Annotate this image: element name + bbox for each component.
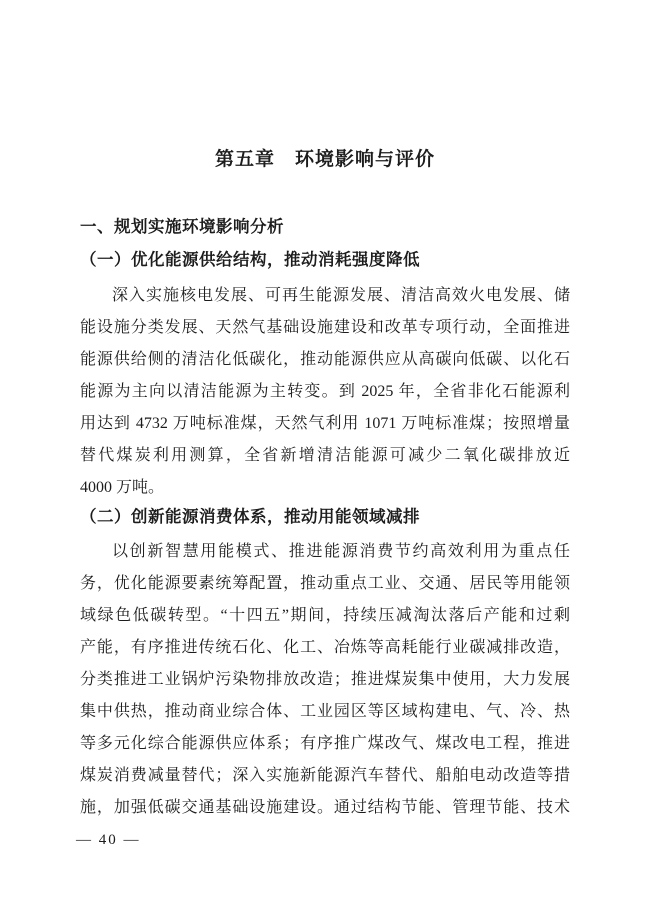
subsection-heading-2: （二）创新能源消费体系，推动用能领域减排 bbox=[80, 507, 420, 526]
paragraph-1-line: 4000 万吨。 bbox=[80, 479, 165, 496]
paragraph-2-line: 集中供热，推动商业综合体、工业园区等区域构建电、气、冷、热 bbox=[80, 703, 570, 720]
paragraph-2-line: 产能，有序推进传统石化、化工、冶炼等高耗能行业碳减排改造， bbox=[80, 639, 570, 656]
paragraph-1-line: 能源为主向以清洁能源为主转变。到 2025 年，全省非化石能源利 bbox=[80, 383, 570, 400]
paragraph-2-line: 等多元化综合能源供应体系；有序推广煤改气、煤改电工程，推进 bbox=[80, 735, 570, 752]
paragraph-1-line: 深入实施核电发展、可再生能源发展、清洁高效火电发展、储 bbox=[112, 287, 570, 304]
paragraph-2 bbox=[80, 536, 570, 824]
page-number: — 40 — bbox=[76, 832, 141, 848]
paragraph-2-line: 务，优化能源要素统筹配置，推动重点工业、交通、居民等用能领 bbox=[80, 575, 570, 592]
section-heading-1: 一、规划实施环境影响分析 bbox=[80, 218, 284, 236]
subsection-heading-1: （一）优化能源供给结构，推动消耗强度降低 bbox=[80, 250, 420, 269]
paragraph-1-line: 用达到 4732 万吨标准煤，天然气利用 1071 万吨标准煤；按照增量 bbox=[80, 415, 570, 432]
paragraph-1-line: 能设施分类发展、天然气基础设施建设和改革专项行动，全面推进 bbox=[80, 319, 570, 336]
paragraph-2-line: 域绿色低碳转型。“十四五”期间，持续压减淘汰落后产能和过剩 bbox=[80, 607, 570, 624]
paragraph-2-line: 施，加强低碳交通基础设施建设。通过结构节能、管理节能、技术 bbox=[80, 799, 570, 816]
paragraph-1-line: 能源供给侧的清洁化低碳化，推动能源供应从高碳向低碳、以化石 bbox=[80, 351, 570, 368]
paragraph-2-line: 分类推进工业锅炉污染物排放改造；推进煤炭集中使用，大力发展 bbox=[80, 671, 570, 688]
paragraph-2-line: 煤炭消费减量替代；深入实施新能源汽车替代、船舶电动改造等措 bbox=[80, 767, 570, 784]
chapter-title: 第五章 环境影响与评价 bbox=[214, 149, 435, 170]
paragraph-1-line: 替代煤炭利用测算，全省新增清洁能源可减少二氧化碳排放近 bbox=[80, 447, 570, 464]
paragraph-1 bbox=[80, 280, 570, 504]
paragraph-2-line: 以创新智慧用能模式、推进能源消费节约高效利用为重点任 bbox=[112, 543, 570, 560]
